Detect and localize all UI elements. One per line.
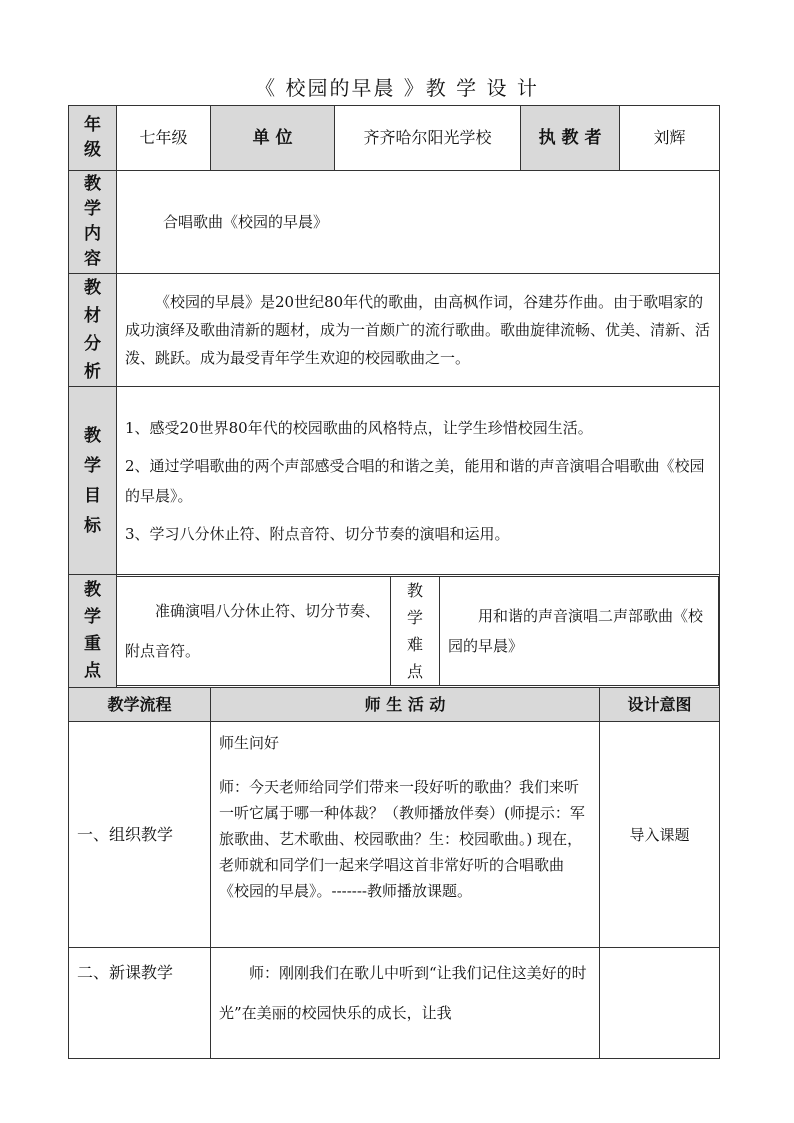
- keypoints-split-cell: [117, 575, 720, 688]
- goals-cell: [117, 387, 720, 575]
- content-row: [69, 171, 720, 274]
- goals-label-cell: [69, 387, 117, 575]
- page-title: 《 校园的早晨 》教 学 设 计: [255, 76, 539, 100]
- teacher-value: 刘辉: [620, 106, 720, 171]
- flow-row-2: [69, 948, 720, 1059]
- content-label-cell: [69, 171, 117, 274]
- grade-label-cell: [69, 106, 117, 171]
- stage-2-label: 二、新课教学: [77, 963, 174, 982]
- goals-row: [69, 387, 720, 575]
- flow-header-activity: 师 生 活 动: [211, 688, 600, 722]
- teacher-label: 执 教 者: [521, 106, 620, 171]
- difficulties-label-cell: [391, 577, 440, 686]
- analysis-row: [69, 274, 720, 387]
- goals-label: 教学目标: [84, 425, 101, 536]
- info-row: [69, 106, 720, 171]
- intent-1-text: 导入课题: [629, 825, 690, 844]
- activity-2-text: 师：刚刚我们在歌儿中听到“让我们记住这美好的时光”在美丽的校园快乐的成长，让我: [219, 964, 587, 1022]
- flow-header-stage: 教学流程: [69, 688, 211, 722]
- unit-label: 单 位: [211, 106, 335, 171]
- analysis-cell: [117, 274, 720, 387]
- analysis-text: 《校园的早晨》是20世纪80年代的歌曲，由高枫作词，谷建芬作曲。由于歌唱家的成功演绎及歌曲清新的题材，成为一首颇广的流行歌曲。歌曲旋律流畅、优美、清新、活泼、跳跃。成为最受青年学生欢迎的校园歌曲之一。: [125, 293, 711, 367]
- flow-row-1: [69, 722, 720, 948]
- goal-item-2: 2、通过学唱歌曲的两个声部感受合唱的和谐之美，能用和谐的声音演唱合唱歌曲《校园的早晨》。: [125, 456, 705, 505]
- content-text: 合唱歌曲《校园的早晨》: [117, 171, 720, 274]
- activity-2-cell: [211, 948, 600, 1059]
- keypoints-cell: [117, 577, 391, 686]
- stage-1-label: 一、组织教学: [77, 824, 174, 844]
- grade-label: 年级: [84, 115, 101, 160]
- stage-1-cell: [69, 722, 211, 948]
- flow-header-intent: 设计意图: [600, 688, 720, 722]
- difficulties-label: 教学难点: [406, 581, 423, 681]
- keypoints-label-cell: [69, 575, 117, 688]
- stage-2-cell: [69, 948, 211, 1059]
- lesson-plan-table: [68, 105, 720, 1059]
- activity-1-cell: [211, 722, 600, 948]
- activity-1-greeting: 师生问好: [219, 734, 280, 752]
- intent-2-cell: [600, 948, 720, 1059]
- analysis-label-cell: [69, 274, 117, 387]
- analysis-label: 教材分析: [84, 278, 101, 382]
- keypoints-text: 准确演唱八分休止符、切分节奏、附点音符。: [125, 602, 381, 660]
- intent-1-cell: [600, 722, 720, 948]
- keypoints-row: [69, 575, 720, 688]
- content-label: 教学内容: [84, 174, 101, 269]
- grade-value: 七年级: [117, 106, 211, 171]
- flow-header-row: [69, 688, 720, 722]
- difficulties-cell: [440, 577, 719, 686]
- goal-item-1: 1、感受20世界80年代的校园歌曲的风格特点，让学生珍惜校园生活。: [125, 418, 593, 437]
- unit-value: 齐齐哈尔阳光学校: [335, 106, 521, 171]
- goal-item-3: 3、学习八分休止符、附点音符、切分节奏的演唱和运用。: [125, 524, 510, 543]
- keypoints-label: 教学重点: [84, 580, 101, 681]
- activity-1-text: 师：今天老师给同学们带来一段好听的歌曲？我们来听一听它属于哪一种体裁？（教师播放伴奏）(师提示：军旅歌曲、艺术歌曲、校园歌曲？生：校园歌曲。) 现在，老师就和同学们一起来学唱这首非常好听的合唱歌曲《校园的早晨》。-------教师播放课题。: [219, 778, 585, 900]
- difficulties-text: 用和谐的声音演唱二声部歌曲《校园的早晨》: [448, 607, 704, 655]
